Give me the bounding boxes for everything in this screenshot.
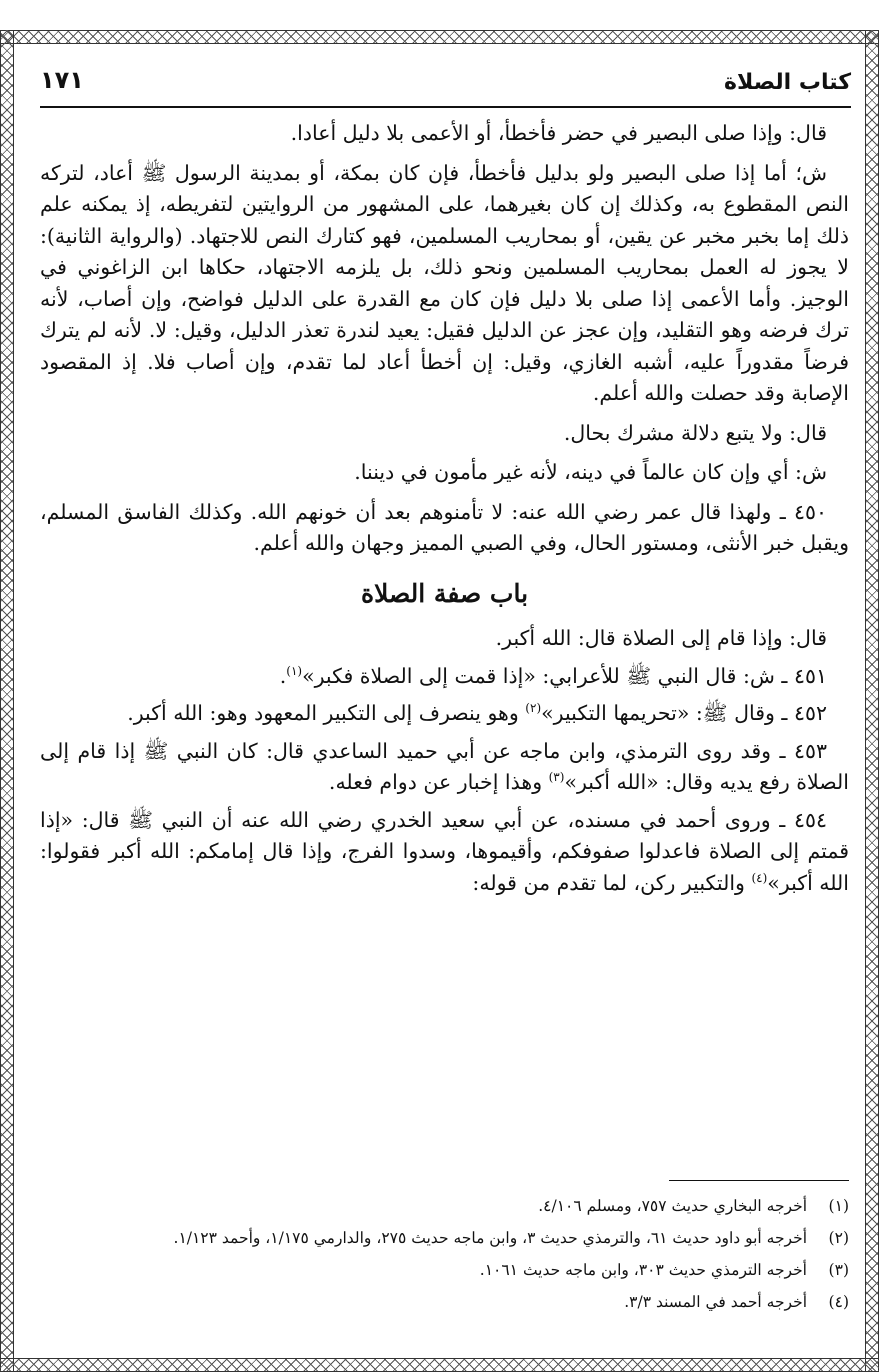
paragraph — [40, 661, 849, 693]
footnote-ref: (٢) — [525, 701, 542, 716]
footnote — [40, 1257, 849, 1283]
decorative-border-bottom — [0, 1358, 879, 1372]
footnote-number: (٢) — [828, 1229, 849, 1247]
paragraph: ٤٥٠ ـ ولهذا قال عمر رضي الله عنه: لا تأمنوهم بعد أن خونهم الله. وكذلك الفاسق المسلم، ويقبل خبر الأنثى، ومستور الحال، وفي الصبي المميز وجهان والله أعلم. — [40, 499, 849, 555]
paragraph-text: ٤٥٤ ـ وروى أحمد في مسنده، عن أبي سعيد الخدري رضي الله عنه أن النبي ﷺ قال: «إذا قمتم إلى الصلاة فاعدلوا صفوفكم، وأقيموها، وسدوا الفرج، وإذا قال إمامكم: الله أكبر فقولوا: الله أكبر» — [40, 807, 849, 895]
footnote-ref: (٣) — [548, 770, 565, 785]
footnote-number: (١) — [828, 1197, 849, 1215]
footnote-number: (٤) — [828, 1293, 849, 1311]
paragraph — [40, 736, 849, 799]
footnote-number: (٣) — [828, 1261, 849, 1279]
section-heading: باب صفة الصلاة — [360, 578, 529, 608]
paragraph-text: ٤٥١ ـ ش: قال النبي ﷺ للأعرابي: «إذا قمت إلى الصلاة فكبر» — [302, 663, 827, 688]
decorative-border-right — [865, 30, 879, 1372]
paragraph-text: ٤٥٢ ـ وقال ﷺ: «تحريمها التكبير» — [541, 701, 827, 725]
footnote — [40, 1289, 849, 1315]
footnote-ref: (٤) — [751, 870, 768, 885]
page-header — [40, 56, 851, 108]
footnote-text: أخرجه الترمذي حديث ٣٠٣، وابن ماجه حديث ١٠٦١. — [479, 1261, 807, 1279]
page-number: ١٧١ — [40, 66, 84, 94]
paragraph-text: ٤٥٣ ـ وقد روى الترمذي، وابن ماجه عن أبي حميد الساعدي قال: كان النبي ﷺ إذا قام إلى الصلاة رفع يديه وقال: «الله أكبر» — [40, 738, 849, 794]
footnote-text: أخرجه أحمد في المسند ٣/٣. — [624, 1293, 807, 1311]
paragraph: ش؛ أما إذا صلى البصير ولو بدليل فأخطأ، فإن كان بمكة، أو بمدينة الرسول ﷺ أعاد، لتركه النص المقطوع به، وكذلك إن كان بغيرهما، على المشهور من الروايتين لتفريطه، إذ يمكنه علم ذلك إما بخبر مخبر عن يقين، أو بمحاريب المسلمين، فهو كتارك النص للاجتهاد. (والرواية الثانية): لا يجوز له العمل بمحاريب المسلمين ونحو ذلك، بل يلزمه الاجتهاد، حكاها ابن الزاغوني في الوجيز. وأما الأعمى إذا صلى بلا دليل فإن كان مع القدرة على الدليل فواضح، وإن أصاب، لأنه ترك فرضه وهو التقليد، وإن عجز عن الدليل فقيل: يعيد لندرة تعذر الدليل، وقيل: لا. لأنه لم يترك فرضاً مقدوراً عليه، أشبه الغازي، وقيل: إن أخطأ أعاد لما تقدم، وإن أصاب فلا. إذ المقصود الإصابة وقد حصلت والله أعلم. — [40, 160, 849, 405]
footnote-ref: (١) — [286, 663, 303, 678]
running-title: كتاب الصلاة — [724, 70, 851, 95]
footnote-text: أخرجه أبو داود حديث ٦١، والترمذي حديث ٣، وابن ماجه حديث ٢٧٥، والدارمي ١/١٧٥، وأحمد ١/١٢٣. — [173, 1229, 807, 1247]
page-body — [40, 118, 849, 905]
footnote-text: أخرجه البخاري حديث ٧٥٧، ومسلم ٤/١٠٦. — [538, 1197, 807, 1215]
paragraph — [40, 805, 849, 900]
paragraph: قال: ولا يتبع دلالة مشرك بحال. — [563, 420, 827, 445]
paragraph-text: والتكبير ركن، لما تقدم من قوله: — [472, 870, 752, 895]
paragraph-text: . — [279, 663, 287, 688]
paragraph: ش: أي وإن كان عالماً في دينه، لأنه غير مأمون في ديننا. — [354, 460, 827, 484]
footnote — [40, 1225, 849, 1251]
decorative-border-top — [0, 30, 879, 44]
paragraph-text: وهذا إخبار عن دوام فعله. — [328, 770, 549, 794]
footnotes — [40, 1180, 849, 1321]
paragraph: قال: وإذا صلى البصير في حضر فأخطأ، أو الأعمى بلا دليل أعادا. — [290, 121, 827, 145]
paragraph: قال: وإذا قام إلى الصلاة قال: الله أكبر. — [495, 626, 827, 650]
footnote-divider — [669, 1180, 849, 1181]
decorative-border-left — [0, 30, 14, 1372]
footnote — [40, 1193, 849, 1219]
paragraph — [40, 698, 849, 730]
paragraph-text: وهو ينصرف إلى التكبير المعهود وهو: الله أكبر. — [127, 701, 526, 725]
